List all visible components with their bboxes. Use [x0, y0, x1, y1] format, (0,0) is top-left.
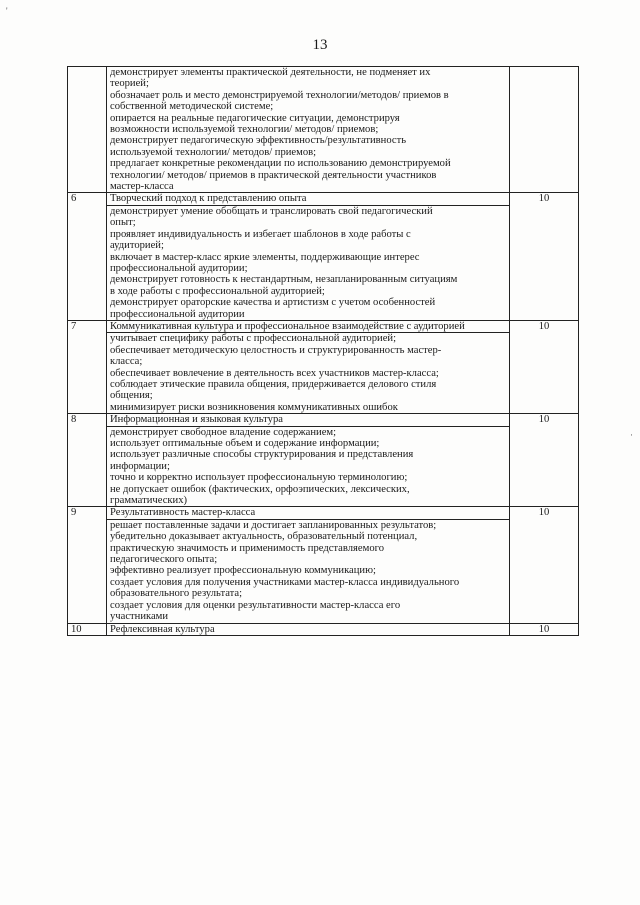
criteria-line: точно и корректно использует профессиональную терминологию; [110, 472, 408, 484]
criteria-line: обозначает роль и место демонстрируемой технологии/методов/ приемов в [110, 89, 449, 101]
criteria-description [110, 520, 506, 623]
criteria-line: возможности используемой технологии/ методов/ приемов; [110, 124, 379, 136]
criteria-line: теорией; [110, 78, 149, 90]
criteria-line: решает поставленные задачи и достигает запланированных результатов; [110, 519, 437, 531]
criteria-line: минимизирует риски возникновения коммуникативных ошибок [110, 401, 398, 413]
criteria-description [110, 206, 506, 320]
criteria-line: опирается на реальные педагогические ситуации, демонстрируя [110, 112, 400, 124]
criteria-text-cell [107, 193, 510, 320]
criteria-number: 9 [68, 507, 107, 623]
criteria-title: Коммуникативная культура и профессиональное взаимодействие с аудиторией [107, 321, 509, 333]
criteria-line: класса; [110, 356, 143, 368]
criteria-line: демонстрирует педагогическую эффективность/результативность [110, 135, 407, 147]
page-number: 13 [312, 37, 328, 53]
criteria-line: убедительно доказывает актуальность, образовательный потенциал, [110, 531, 418, 543]
criteria-row [68, 320, 579, 413]
criteria-line: демонстрирует свободное владение содержанием; [110, 426, 337, 438]
criteria-number: 6 [68, 193, 107, 320]
criteria-description [110, 427, 506, 507]
criteria-number: 10 [68, 623, 107, 635]
criteria-line: эффективно реализует профессиональную коммуникацию; [110, 565, 376, 577]
criteria-number [68, 67, 107, 193]
criteria-line: демонстрирует умение обобщать и транслировать свой педагогический [110, 205, 433, 217]
criteria-line: собственной методической системе; [110, 101, 274, 113]
criteria-line: учитывает специфику работы с профессиональной аудиторией; [110, 333, 397, 345]
criteria-line: используемой технологии/ методов/ приемов; [110, 146, 317, 158]
criteria-number: 8 [68, 414, 107, 507]
criteria-text-cell [107, 414, 510, 507]
criteria-line: использует оптимальные объем и содержание информации; [110, 438, 380, 449]
criteria-line: демонстрирует ораторские качества и артистизм с учетом особенностей [110, 297, 436, 309]
criteria-line: использует различные способы структурирования и представления [110, 449, 414, 461]
criteria-text-cell [107, 623, 510, 635]
criteria-max-score [510, 67, 579, 193]
criteria-line: соблюдает этические правила общения, придерживается делового стиля [110, 378, 437, 390]
criteria-title: Рефлексивная культура [110, 623, 215, 635]
criteria-table [67, 66, 579, 636]
criteria-line: демонстрирует элементы практической деятельности, не подменяет их [110, 67, 431, 78]
criteria-max-score: 10 [510, 623, 579, 635]
criteria-text-cell [107, 67, 510, 193]
criteria-title: Результативность мастер-класса [107, 507, 509, 519]
criteria-row [68, 414, 579, 507]
criteria-line: профессиональной аудитории [110, 308, 245, 320]
criteria-line: обеспечивает методическую целостность и структурированность мастер- [110, 344, 442, 356]
criteria-line: образовательного результата; [110, 588, 243, 600]
criteria-number: 7 [68, 320, 107, 413]
criteria-line: проявляет индивидуальность и избегает шаблонов в ходе работы с [110, 228, 411, 240]
criteria-line: технологии/ методов/ приемов в практической деятельности участников [110, 169, 437, 181]
criteria-line: в ходе работы с профессиональной аудиторией; [110, 285, 325, 297]
criteria-line: предлагает конкретные рекомендации по использованию демонстрируемой [110, 158, 451, 170]
criteria-description [110, 333, 506, 413]
criteria-line: опыт; [110, 217, 136, 229]
criteria-line: не допускает ошибок (фактических, орфоэпических, лексических, [110, 483, 410, 495]
criteria-line: практическую значимость и применимость представляемого [110, 542, 384, 554]
criteria-max-score: 10 [510, 414, 579, 507]
criteria-max-score: 10 [510, 320, 579, 413]
criteria-text-cell [107, 507, 510, 623]
criteria-max-score: 10 [510, 193, 579, 320]
criteria-line: профессиональной аудитории; [110, 262, 248, 274]
criteria-line: аудиторией; [110, 240, 164, 252]
criteria-line: демонстрирует готовность к нестандартным, незапланированным ситуациям [110, 274, 458, 286]
criteria-line: обеспечивает вовлечение в деятельность всех участников мастер-класса; [110, 367, 439, 379]
criteria-line: создает условия для оценки результативности мастер-класса его [110, 599, 401, 611]
criteria-line: участниками [110, 611, 169, 623]
criteria-text-cell [107, 320, 510, 413]
criteria-line: общения; [110, 390, 153, 402]
criteria-line: включает в мастер-класс яркие элементы, поддерживающие интерес [110, 251, 420, 263]
margin-mark: ' [6, 6, 8, 16]
criteria-row [68, 507, 579, 623]
criteria-row [68, 623, 579, 635]
criteria-line: мастер-класса [110, 181, 174, 193]
criteria-row [68, 67, 579, 193]
criteria-title: Творческий подход к представлению опыта [107, 193, 509, 205]
margin-mark: · [630, 430, 633, 440]
criteria-line: информации; [110, 460, 170, 472]
criteria-title: Информационная и языковая культура [107, 414, 509, 426]
criteria-table-body [68, 67, 579, 636]
criteria-max-score: 10 [510, 507, 579, 623]
criteria-line: создает условия для получения участниками мастер-класса индивидуального [110, 576, 460, 588]
criteria-row [68, 193, 579, 320]
criteria-line: педагогического опыта; [110, 554, 218, 566]
criteria-description [110, 67, 506, 192]
criteria-line: грамматических) [110, 495, 188, 507]
